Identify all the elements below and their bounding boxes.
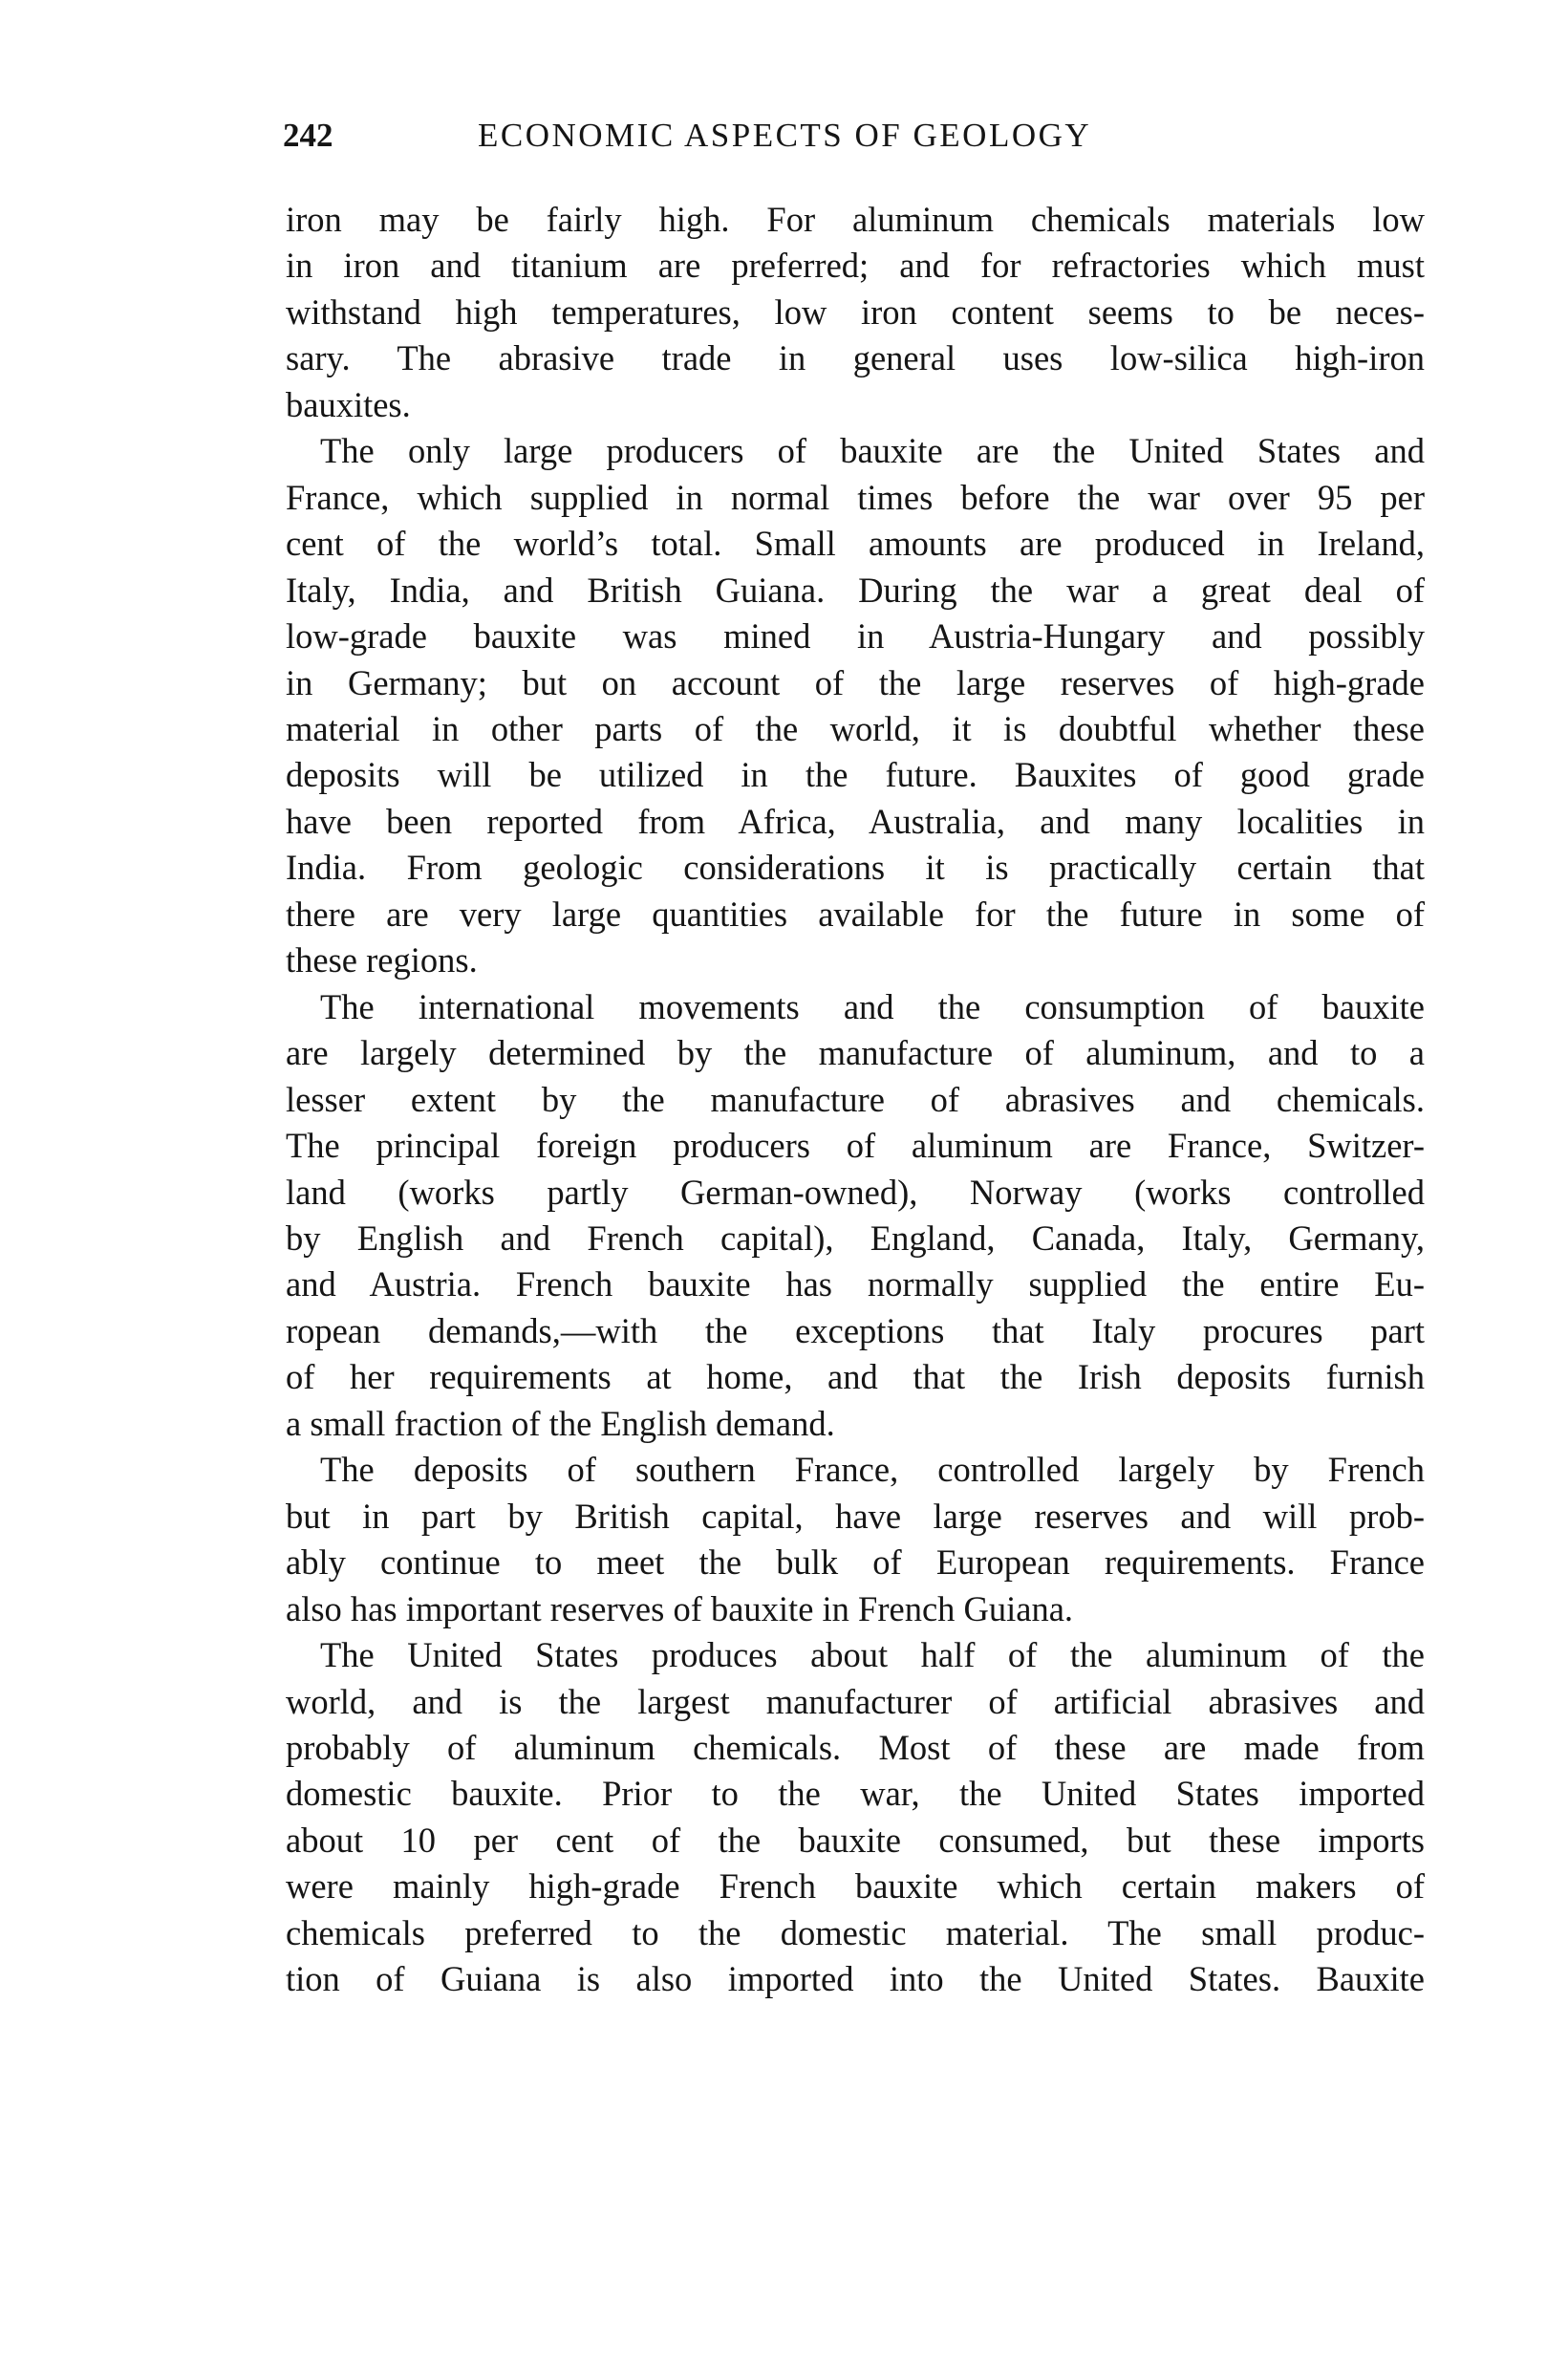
text-line: in iron and titanium are preferred; and for refractories which must bbox=[286, 246, 1425, 286]
text-line: iron may be fairly high. For aluminum chemicals materials low bbox=[286, 200, 1425, 239]
text-line: The only large producers of bauxite are the United States and bbox=[320, 431, 1425, 471]
text-line: sary. The abrasive trade in general uses low-silica high-iron bbox=[286, 338, 1425, 378]
text-line: The principal foreign producers of aluminum are France, Switzer- bbox=[286, 1126, 1425, 1166]
text-line: France, which supplied in normal times before the war over 95 per bbox=[286, 477, 1425, 517]
text-line: Italy, India, and British Guiana. During the war a great deal of bbox=[286, 570, 1425, 610]
text-line: domestic bauxite. Prior to the war, the United States imported bbox=[286, 1774, 1425, 1814]
text-line: withstand high temperatures, low iron content seems to be neces- bbox=[286, 291, 1425, 332]
paragraph-5 bbox=[286, 1632, 1425, 2003]
text-line: have been reported from Africa, Australia, and many localities in bbox=[286, 801, 1425, 841]
paragraph-4 bbox=[286, 1447, 1425, 1632]
text-line: there are very large quantities available for the future in some of bbox=[286, 894, 1425, 934]
text-line: lesser extent by the manufacture of abrasives and chemicals. bbox=[286, 1079, 1425, 1119]
text-line: probably of aluminum chemicals. Most of these are made from bbox=[286, 1727, 1425, 1767]
text-line: in Germany; but on account of the large reserves of high-grade bbox=[286, 662, 1425, 702]
text-line: chemicals preferred to the domestic material. The small produc- bbox=[286, 1912, 1425, 1952]
text-line: a small fraction of the English demand. bbox=[286, 1403, 835, 1443]
text-line: land (works partly German-owned), Norway (works controlled bbox=[286, 1172, 1425, 1212]
text-line: India. From geologic considerations it is practically certain that bbox=[286, 848, 1425, 888]
text-line: ropean demands,—with the exceptions that Italy procures part bbox=[286, 1310, 1425, 1350]
text-line: and Austria. French bauxite has normally supplied the entire Eu- bbox=[286, 1264, 1425, 1304]
paragraph-2 bbox=[286, 428, 1425, 983]
text-line: by English and French capital), England, Canada, Italy, Germany, bbox=[286, 1218, 1425, 1258]
text-line: ably continue to meet the bulk of European requirements. France bbox=[286, 1542, 1425, 1583]
page-number: 242 bbox=[283, 117, 333, 154]
text-line: about 10 per cent of the bauxite consumed, but these imports bbox=[286, 1820, 1425, 1860]
text-line: bauxites. bbox=[286, 384, 411, 424]
text-line: but in part by British capital, have large reserves and will prob- bbox=[286, 1496, 1425, 1536]
body-text bbox=[286, 197, 1425, 2003]
text-line: world, and is the largest manufacturer of artificial abrasives and bbox=[286, 1681, 1425, 1721]
text-line: are largely determined by the manufacture of aluminum, and to a bbox=[286, 1033, 1425, 1073]
text-line: The deposits of southern France, controlled largely by French bbox=[320, 1450, 1425, 1490]
text-line: these regions. bbox=[286, 940, 478, 981]
running-title: ECONOMIC ASPECTS OF GEOLOGY bbox=[478, 117, 1092, 154]
text-line: tion of Guiana is also imported into the United States. Bauxite bbox=[286, 1959, 1425, 1999]
text-line: low-grade bauxite was mined in Austria-Hungary and possibly bbox=[286, 616, 1425, 657]
paragraph-1 bbox=[286, 197, 1425, 428]
text-line: of her requirements at home, and that the Irish deposits furnish bbox=[286, 1357, 1425, 1397]
text-line: material in other parts of the world, it is doubtful whether these bbox=[286, 708, 1425, 748]
text-line: The international movements and the consumption of bauxite bbox=[320, 986, 1425, 1026]
text-line: were mainly high-grade French bauxite which certain makers of bbox=[286, 1866, 1425, 1907]
paragraph-3 bbox=[286, 984, 1425, 1448]
running-header bbox=[283, 115, 1429, 157]
text-line: The United States produces about half of the aluminum of the bbox=[320, 1635, 1425, 1675]
text-line: cent of the world’s total. Small amounts are produced in Ireland, bbox=[286, 524, 1425, 564]
text-line: also has important reserves of bauxite in French Guiana. bbox=[286, 1588, 1074, 1628]
text-line: deposits will be utilized in the future. Bauxites of good grade bbox=[286, 755, 1425, 795]
